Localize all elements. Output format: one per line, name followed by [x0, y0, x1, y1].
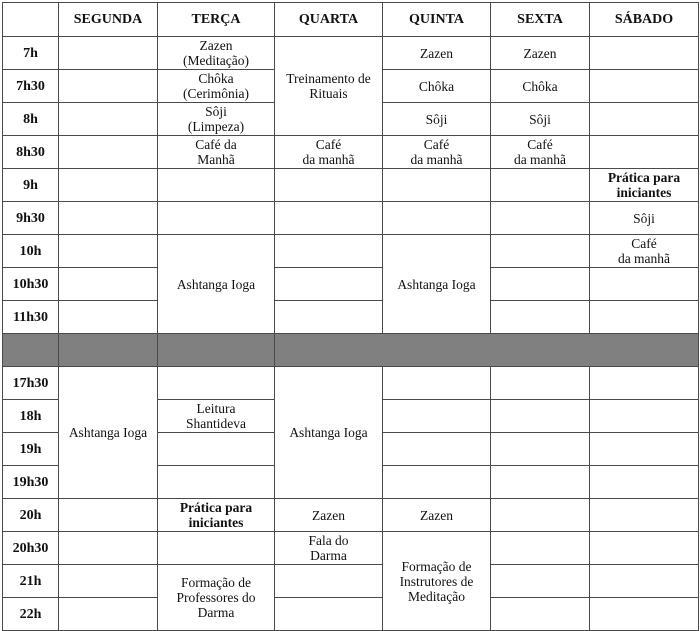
corner-cell: [3, 3, 59, 37]
row-9h30: [3, 202, 699, 235]
activity-cell: Café da manhã: [491, 136, 590, 169]
time-label: 7h: [3, 37, 59, 70]
activity-cell: Ashtanga Ioga: [59, 367, 158, 499]
cell-empty: [275, 565, 383, 598]
cell-empty: [590, 466, 699, 499]
cell-empty: [590, 37, 699, 70]
cell-empty: [491, 499, 590, 532]
activity-cell: Zazen: [275, 499, 383, 532]
activity-cell: Treinamento de Rituais: [275, 37, 383, 136]
time-label: 11h30: [3, 301, 59, 334]
cell-empty: [590, 268, 699, 301]
cell-empty: [59, 169, 158, 202]
activity-cell: Formação de Instrutores de Meditação: [383, 532, 491, 631]
time-label: 9h30: [3, 202, 59, 235]
cell-empty: [59, 103, 158, 136]
row-21h: [3, 565, 699, 598]
cell-empty: [491, 433, 590, 466]
cell-empty: [59, 268, 158, 301]
activity-cell: Café da Manhã: [158, 136, 275, 169]
cell-empty: [590, 103, 699, 136]
row-11h30: [3, 301, 699, 334]
day-header-terca: TERÇA: [158, 3, 275, 37]
cell-empty: [383, 202, 491, 235]
row-10h: [3, 235, 699, 268]
cell-empty: [59, 70, 158, 103]
row-7h: [3, 37, 699, 70]
day-header-segunda: SEGUNDA: [59, 3, 158, 37]
day-header-quarta: QUARTA: [275, 3, 383, 37]
row-20h: [3, 499, 699, 532]
time-label: 7h30: [3, 70, 59, 103]
cell-empty: [383, 433, 491, 466]
break-cell: [158, 334, 275, 367]
activity-cell: Prática para iniciantes: [590, 169, 699, 202]
cell-empty: [383, 169, 491, 202]
activity-cell: Sôji: [491, 103, 590, 136]
activity-cell: Zazen: [383, 499, 491, 532]
cell-empty: [59, 37, 158, 70]
time-label: 21h: [3, 565, 59, 598]
row-9h: [3, 169, 699, 202]
cell-empty: [491, 268, 590, 301]
cell-empty: [59, 598, 158, 631]
cell-empty: [59, 499, 158, 532]
cell-empty: [491, 400, 590, 433]
break-cell: [3, 334, 59, 367]
time-label: 22h: [3, 598, 59, 631]
cell-empty: [491, 235, 590, 268]
day-header-quinta: QUINTA: [383, 3, 491, 37]
cell-empty: [275, 169, 383, 202]
cell-empty: [275, 235, 383, 268]
cell-empty: [383, 466, 491, 499]
activity-cell: Sôji (Limpeza): [158, 103, 275, 136]
row-8h30: [3, 136, 699, 169]
cell-empty: [59, 301, 158, 334]
time-label: 10h: [3, 235, 59, 268]
cell-empty: [491, 301, 590, 334]
time-label: 10h30: [3, 268, 59, 301]
cell-empty: [491, 466, 590, 499]
activity-cell: Ashtanga Ioga: [383, 235, 491, 334]
activity-cell: Chôka: [383, 70, 491, 103]
cell-empty: [491, 169, 590, 202]
row-17h30: [3, 367, 699, 400]
cell-empty: [158, 466, 275, 499]
cell-empty: [590, 136, 699, 169]
activity-cell: Café da manhã: [590, 235, 699, 268]
time-label: 18h: [3, 400, 59, 433]
cell-empty: [491, 202, 590, 235]
cell-empty: [59, 235, 158, 268]
time-label: 20h: [3, 499, 59, 532]
cell-empty: [158, 202, 275, 235]
cell-empty: [275, 598, 383, 631]
row-20h30: [3, 532, 699, 565]
break-cell: [59, 334, 158, 367]
cell-empty: [59, 565, 158, 598]
cell-empty: [491, 532, 590, 565]
cell-empty: [158, 532, 275, 565]
cell-empty: [158, 433, 275, 466]
time-label: 8h30: [3, 136, 59, 169]
activity-cell: Fala do Darma: [275, 532, 383, 565]
cell-empty: [590, 400, 699, 433]
day-header-sabado: SÁBADO: [590, 3, 699, 37]
cell-empty: [383, 367, 491, 400]
cell-empty: [491, 565, 590, 598]
cell-empty: [158, 169, 275, 202]
cell-empty: [158, 367, 275, 400]
break-row: [3, 334, 699, 367]
cell-empty: [59, 202, 158, 235]
activity-cell: Sôji: [590, 202, 699, 235]
cell-empty: [590, 565, 699, 598]
cell-empty: [275, 301, 383, 334]
activity-cell: Zazen: [491, 37, 590, 70]
cell-empty: [491, 598, 590, 631]
cell-empty: [590, 598, 699, 631]
time-label: 20h30: [3, 532, 59, 565]
activity-cell: Zazen (Meditação): [158, 37, 275, 70]
cell-empty: [59, 532, 158, 565]
cell-empty: [590, 499, 699, 532]
activity-cell: Leitura Shantideva: [158, 400, 275, 433]
time-label: 9h: [3, 169, 59, 202]
weekly-schedule-table: [2, 2, 699, 631]
row-10h30: [3, 268, 699, 301]
header-row: [3, 3, 699, 37]
time-label: 19h: [3, 433, 59, 466]
time-label: 17h30: [3, 367, 59, 400]
activity-cell: Ashtanga Ioga: [275, 367, 383, 499]
cell-empty: [590, 70, 699, 103]
cell-empty: [275, 268, 383, 301]
time-label: 19h30: [3, 466, 59, 499]
activity-cell: Formação de Professores do Darma: [158, 565, 275, 631]
cell-empty: [590, 301, 699, 334]
cell-empty: [590, 367, 699, 400]
activity-cell: Ashtanga Ioga: [158, 235, 275, 334]
day-header-sexta: SEXTA: [491, 3, 590, 37]
activity-cell: Café da manhã: [383, 136, 491, 169]
cell-empty: [383, 400, 491, 433]
cell-empty: [590, 532, 699, 565]
activity-cell: Café da manhã: [275, 136, 383, 169]
activity-cell: Zazen: [383, 37, 491, 70]
activity-cell: Prática para iniciantes: [158, 499, 275, 532]
activity-cell: Chôka: [491, 70, 590, 103]
cell-empty: [59, 136, 158, 169]
cell-empty: [491, 367, 590, 400]
cell-empty: [590, 433, 699, 466]
row-22h: [3, 598, 699, 631]
activity-cell: Sôji: [383, 103, 491, 136]
time-label: 8h: [3, 103, 59, 136]
activity-cell: Chôka (Cerimônia): [158, 70, 275, 103]
cell-empty: [275, 202, 383, 235]
break-cell: [275, 334, 699, 367]
